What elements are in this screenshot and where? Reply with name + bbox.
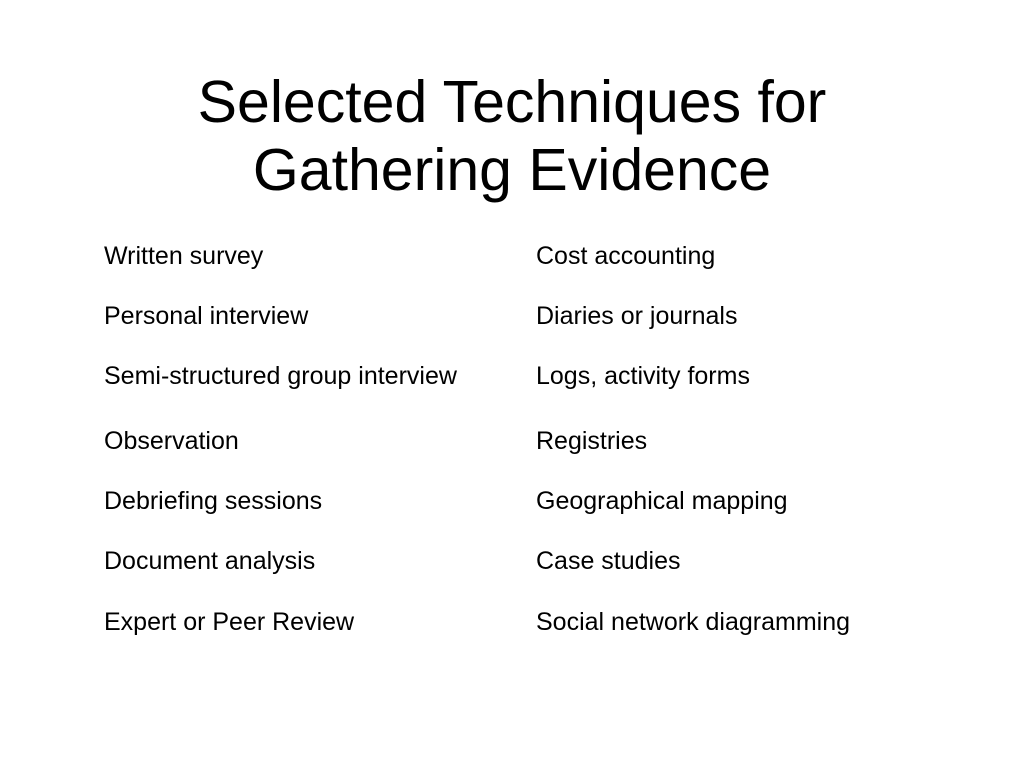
slide-title bbox=[0, 68, 1024, 204]
technique-item: Personal interview bbox=[104, 302, 309, 330]
technique-item: Social network diagramming bbox=[536, 608, 851, 636]
slide-title-line-2: Gathering Evidence bbox=[252, 137, 772, 203]
technique-item: Semi-structured group interview bbox=[104, 362, 457, 390]
technique-item: Observation bbox=[104, 427, 239, 455]
technique-item: Cost accounting bbox=[536, 242, 716, 270]
technique-item: Debriefing sessions bbox=[104, 487, 323, 515]
technique-item: Diaries or journals bbox=[536, 302, 738, 330]
technique-item: Geographical mapping bbox=[536, 487, 788, 515]
technique-item: Registries bbox=[536, 427, 648, 455]
technique-item: Case studies bbox=[536, 547, 681, 575]
technique-item: Document analysis bbox=[104, 547, 316, 575]
technique-item: Expert or Peer Review bbox=[104, 608, 355, 636]
technique-item: Logs, activity forms bbox=[536, 362, 750, 390]
technique-item: Written survey bbox=[104, 242, 264, 270]
slide-title-line-1: Selected Techniques for bbox=[197, 69, 827, 135]
